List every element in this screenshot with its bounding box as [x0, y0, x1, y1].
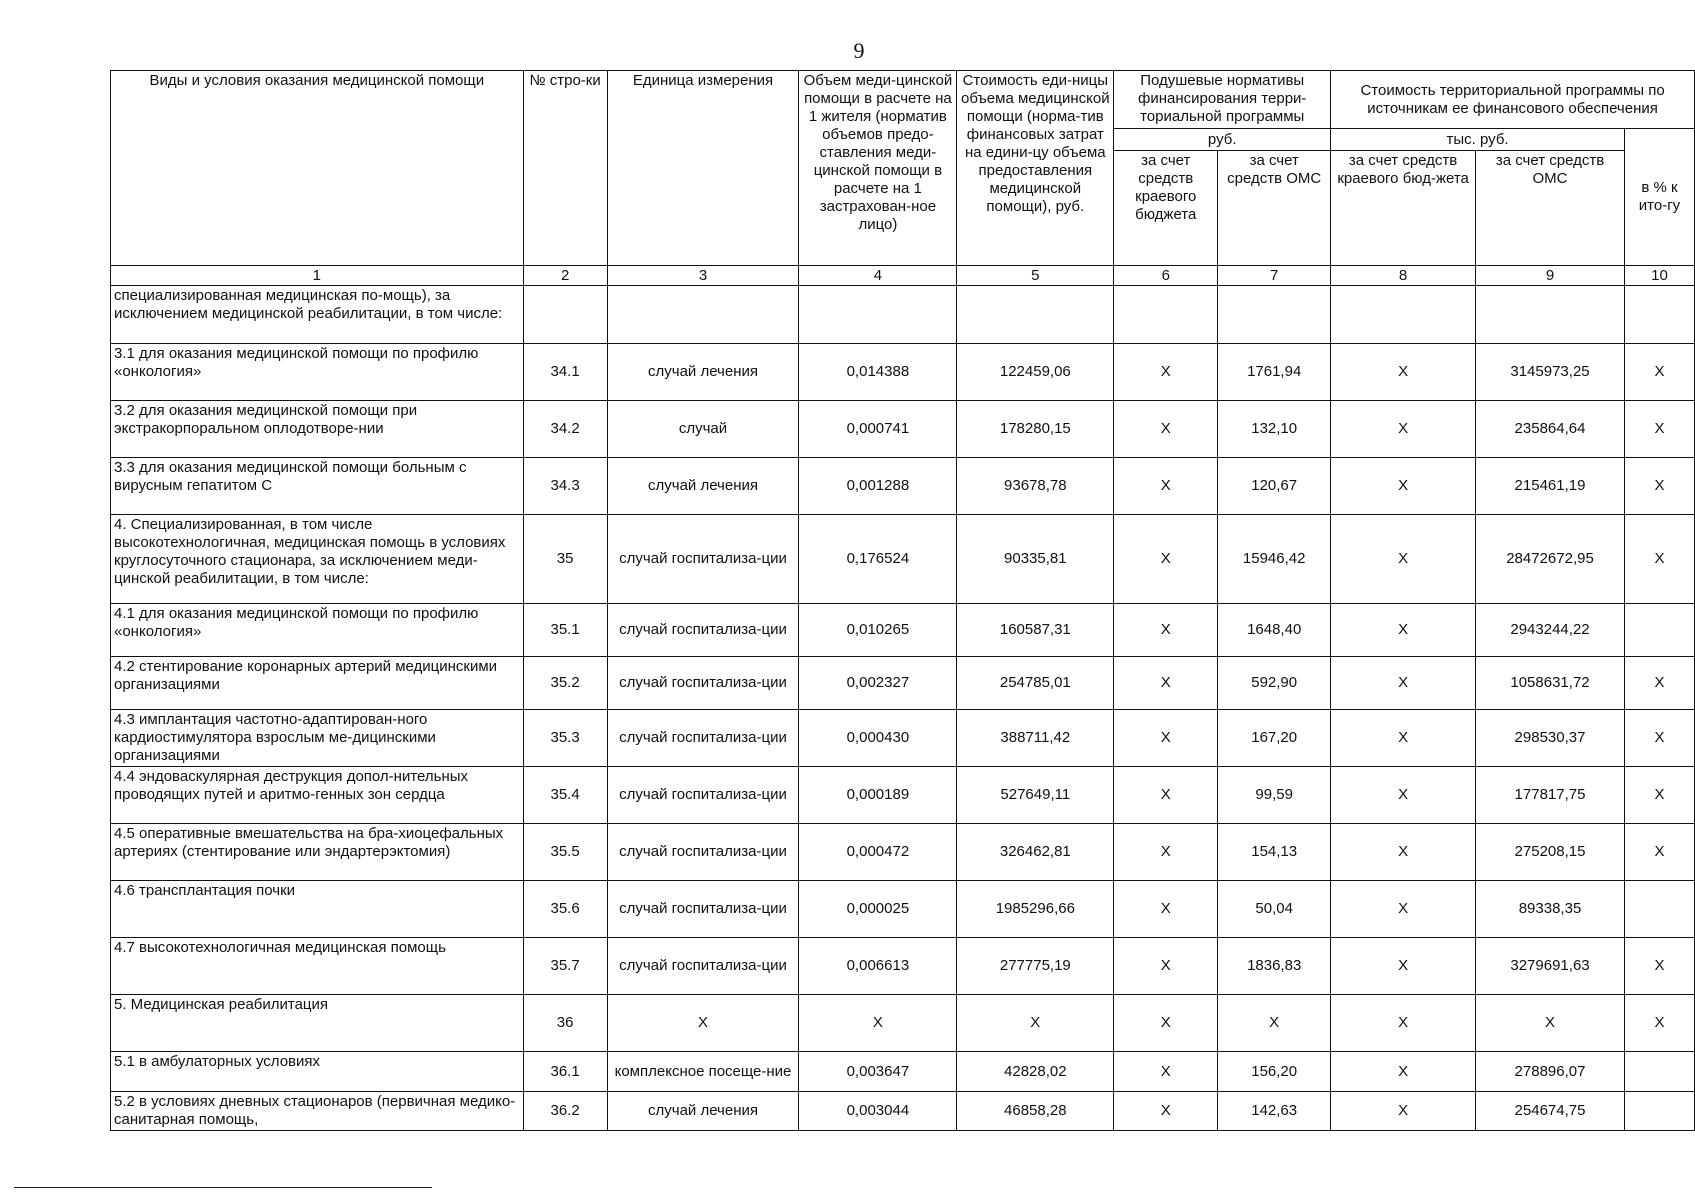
- table-row: [111, 938, 1695, 995]
- norm-budget-cell: X: [1114, 604, 1218, 657]
- program-oms-cell: 278896,07: [1476, 1052, 1625, 1092]
- row-number-cell: 36: [523, 995, 607, 1052]
- norm-oms-cell: 167,20: [1218, 710, 1331, 767]
- page-number: 9: [853, 38, 865, 63]
- header-kinds-of-care: Виды и условия оказания медицинской помощи: [111, 71, 524, 266]
- percent-cell: X: [1624, 767, 1694, 824]
- row-number-cell: 35.1: [523, 604, 607, 657]
- percent-cell: [1624, 881, 1694, 938]
- norm-budget-cell: X: [1114, 767, 1218, 824]
- column-number: 7: [1218, 266, 1331, 286]
- unit-cost-cell: 1985296,66: [957, 881, 1114, 938]
- row-number-cell: 34.2: [523, 401, 607, 458]
- unit-cost-cell: 527649,11: [957, 767, 1114, 824]
- program-budget-cell: X: [1331, 767, 1476, 824]
- header-volume: Объем меди-цинской помощи в расчете на 1 жителя (норматив объемов предо-ставления меди-цинской помощи в расчете на 1 застрахован-ное лицо): [799, 71, 957, 266]
- table-row: [111, 824, 1695, 881]
- norm-budget-cell: X: [1114, 657, 1218, 710]
- volume-cell: X: [799, 995, 957, 1052]
- header-percent-of-total: в % к ито-гу: [1624, 129, 1694, 266]
- care-type-cell: 3.1 для оказания медицинской помощи по профилю «онкология»: [111, 344, 524, 401]
- percent-cell: X: [1624, 995, 1694, 1052]
- volume-cell: 0,003647: [799, 1052, 957, 1092]
- row-number-cell: 36.1: [523, 1052, 607, 1092]
- header-norm-oms: за счет средств ОМС: [1218, 151, 1331, 266]
- percent-cell: [1624, 286, 1694, 344]
- care-type-cell: 4.4 эндоваскулярная деструкция допол-нительных проводящих путей и аритмо-генных зон сердца: [111, 767, 524, 824]
- unit-cost-cell: 388711,42: [957, 710, 1114, 767]
- norm-budget-cell: X: [1114, 1092, 1218, 1131]
- program-oms-cell: 254674,75: [1476, 1092, 1625, 1131]
- norm-budget-cell: [1114, 286, 1218, 344]
- row-number-cell: 35.6: [523, 881, 607, 938]
- norm-budget-cell: X: [1114, 881, 1218, 938]
- norm-oms-cell: [1218, 286, 1331, 344]
- column-number: 6: [1114, 266, 1218, 286]
- norm-oms-cell: X: [1218, 995, 1331, 1052]
- percent-cell: X: [1624, 401, 1694, 458]
- unit-cost-cell: 46858,28: [957, 1092, 1114, 1131]
- table-row: [111, 286, 1695, 344]
- program-budget-cell: X: [1331, 1092, 1476, 1131]
- unit-cost-cell: 93678,78: [957, 458, 1114, 515]
- norm-oms-cell: 592,90: [1218, 657, 1331, 710]
- unit-cell: случай госпитализа-ции: [607, 881, 799, 938]
- unit-cell: случай госпитализа-ции: [607, 604, 799, 657]
- volume-cell: 0,003044: [799, 1092, 957, 1131]
- unit-cell: X: [607, 995, 799, 1052]
- row-number-cell: 35: [523, 515, 607, 604]
- program-budget-cell: X: [1331, 604, 1476, 657]
- row-number-cell: 34.3: [523, 458, 607, 515]
- column-number: 3: [607, 266, 799, 286]
- program-oms-cell: 215461,19: [1476, 458, 1625, 515]
- volume-cell: 0,000189: [799, 767, 957, 824]
- percent-cell: X: [1624, 344, 1694, 401]
- row-number-cell: 35.3: [523, 710, 607, 767]
- norm-budget-cell: X: [1114, 938, 1218, 995]
- care-type-cell: 3.3 для оказания медицинской помощи больным с вирусным гепатитом С: [111, 458, 524, 515]
- unit-cell: случай госпитализа-ции: [607, 657, 799, 710]
- program-oms-cell: 28472672,95: [1476, 515, 1625, 604]
- unit-cost-cell: 254785,01: [957, 657, 1114, 710]
- unit-cell: случай: [607, 401, 799, 458]
- column-number: 1: [111, 266, 524, 286]
- program-budget-cell: X: [1331, 344, 1476, 401]
- program-oms-cell: 235864,64: [1476, 401, 1625, 458]
- table-row: [111, 344, 1695, 401]
- program-oms-cell: X: [1476, 995, 1625, 1052]
- row-number-cell: 35.7: [523, 938, 607, 995]
- norm-budget-cell: X: [1114, 515, 1218, 604]
- header-norm-regional-budget: за счет средств краевого бюджета: [1114, 151, 1218, 266]
- percent-cell: X: [1624, 515, 1694, 604]
- program-oms-cell: 89338,35: [1476, 881, 1625, 938]
- care-type-cell: 4.6 трансплантация почки: [111, 881, 524, 938]
- program-budget-cell: X: [1331, 995, 1476, 1052]
- unit-cell: случай госпитализа-ции: [607, 938, 799, 995]
- care-type-cell: специализированная медицинская по-мощь), за исключением медицинской реабилитации, в том числе:: [111, 286, 524, 344]
- care-type-cell: 5.2 в условиях дневных стационаров (первичная медико-санитарная помощь,: [111, 1092, 524, 1131]
- percent-cell: X: [1624, 710, 1694, 767]
- unit-cell: случай госпитализа-ции: [607, 710, 799, 767]
- norm-oms-cell: 50,04: [1218, 881, 1331, 938]
- volume-cell: 0,010265: [799, 604, 957, 657]
- norm-budget-cell: X: [1114, 1052, 1218, 1092]
- program-budget-cell: X: [1331, 824, 1476, 881]
- unit-cost-cell: X: [957, 995, 1114, 1052]
- header-cost-oms: за счет средств ОМС: [1476, 151, 1625, 266]
- care-type-cell: 5. Медицинская реабилитация: [111, 995, 524, 1052]
- unit-cell: случай госпитализа-ции: [607, 767, 799, 824]
- norm-oms-cell: 1648,40: [1218, 604, 1331, 657]
- column-number: 8: [1331, 266, 1476, 286]
- table-row: [111, 657, 1695, 710]
- program-oms-cell: [1476, 286, 1625, 344]
- percent-cell: X: [1624, 938, 1694, 995]
- volume-cell: 0,014388: [799, 344, 957, 401]
- program-budget-cell: X: [1331, 1052, 1476, 1092]
- percent-cell: [1624, 1092, 1694, 1131]
- program-budget-cell: X: [1331, 515, 1476, 604]
- care-type-cell: 3.2 для оказания медицинской помощи при экстракорпоральном оплодотворе-нии: [111, 401, 524, 458]
- table-row: [111, 515, 1695, 604]
- table-row: [111, 401, 1695, 458]
- row-number-cell: 35.4: [523, 767, 607, 824]
- financing-table: [110, 70, 1695, 1131]
- care-type-cell: 4.3 имплантация частотно-адаптирован-ного кардиостимулятора взрослым ме-дицинскими организациями: [111, 710, 524, 767]
- norm-oms-cell: 99,59: [1218, 767, 1331, 824]
- care-type-cell: 4.1 для оказания медицинской помощи по профилю «онкология»: [111, 604, 524, 657]
- program-budget-cell: X: [1331, 938, 1476, 995]
- unit-cell: случай лечения: [607, 1092, 799, 1131]
- volume-cell: 0,006613: [799, 938, 957, 995]
- norm-oms-cell: 132,10: [1218, 401, 1331, 458]
- volume-cell: 0,001288: [799, 458, 957, 515]
- column-number: 2: [523, 266, 607, 286]
- row-number-cell: [523, 286, 607, 344]
- program-budget-cell: X: [1331, 401, 1476, 458]
- percent-cell: X: [1624, 458, 1694, 515]
- table-row: [111, 1052, 1695, 1092]
- row-number-cell: 35.2: [523, 657, 607, 710]
- unit-cell: случай лечения: [607, 344, 799, 401]
- table-row: [111, 881, 1695, 938]
- unit-cell: комплексное посеще-ние: [607, 1052, 799, 1092]
- unit-cell: случай госпитализа-ции: [607, 824, 799, 881]
- program-oms-cell: 3279691,63: [1476, 938, 1625, 995]
- unit-cost-cell: 122459,06: [957, 344, 1114, 401]
- care-type-cell: 5.1 в амбулаторных условиях: [111, 1052, 524, 1092]
- percent-cell: [1624, 1052, 1694, 1092]
- header-per-capita-norms: Подушевые нормативы финансирования терри-ториальной программы: [1114, 71, 1331, 129]
- percent-cell: [1624, 604, 1694, 657]
- header-thousand-rub: тыс. руб.: [1331, 129, 1625, 151]
- unit-cost-cell: 42828,02: [957, 1052, 1114, 1092]
- care-type-cell: 4. Специализированная, в том числе высокотехнологичная, медицинская помощь в условиях круглосуточного стационара, за исключением меди-цинской реабилитации, в том числе:: [111, 515, 524, 604]
- norm-oms-cell: 142,63: [1218, 1092, 1331, 1131]
- volume-cell: 0,000472: [799, 824, 957, 881]
- header-cost-regional-budget: за счет средств краевого бюд-жета: [1331, 151, 1476, 266]
- unit-cost-cell: 178280,15: [957, 401, 1114, 458]
- unit-cell: случай лечения: [607, 458, 799, 515]
- program-oms-cell: 177817,75: [1476, 767, 1625, 824]
- column-number: 10: [1624, 266, 1694, 286]
- norm-oms-cell: 154,13: [1218, 824, 1331, 881]
- program-budget-cell: X: [1331, 657, 1476, 710]
- table-row: [111, 458, 1695, 515]
- header-unit: Единица измерения: [607, 71, 799, 266]
- column-number: 5: [957, 266, 1114, 286]
- table-row: [111, 710, 1695, 767]
- volume-cell: 0,176524: [799, 515, 957, 604]
- unit-cell: [607, 286, 799, 344]
- care-type-cell: 4.2 стентирование коронарных артерий медицинскими организациями: [111, 657, 524, 710]
- program-oms-cell: 3145973,25: [1476, 344, 1625, 401]
- norm-budget-cell: X: [1114, 995, 1218, 1052]
- program-oms-cell: 1058631,72: [1476, 657, 1625, 710]
- program-budget-cell: [1331, 286, 1476, 344]
- norm-oms-cell: 15946,42: [1218, 515, 1331, 604]
- footer-rule: [14, 1187, 432, 1188]
- program-oms-cell: 275208,15: [1476, 824, 1625, 881]
- unit-cost-cell: 90335,81: [957, 515, 1114, 604]
- header-unit-cost: Стоимость еди-ницы объема медицинской помощи (норма-тив финансовых затрат на едини-цу объема предоставления медицинской помощи), руб.: [957, 71, 1114, 266]
- row-number-cell: 34.1: [523, 344, 607, 401]
- column-number: 9: [1476, 266, 1625, 286]
- norm-oms-cell: 1836,83: [1218, 938, 1331, 995]
- program-budget-cell: X: [1331, 710, 1476, 767]
- program-oms-cell: 2943244,22: [1476, 604, 1625, 657]
- percent-cell: X: [1624, 657, 1694, 710]
- unit-cell: случай госпитализа-ции: [607, 515, 799, 604]
- table-row: [111, 1092, 1695, 1131]
- header-program-cost: Стоимость территориальной программы по источникам ее финансового обеспечения: [1331, 71, 1695, 129]
- table-row: [111, 995, 1695, 1052]
- program-budget-cell: X: [1331, 458, 1476, 515]
- percent-cell: X: [1624, 824, 1694, 881]
- program-budget-cell: X: [1331, 881, 1476, 938]
- norm-budget-cell: X: [1114, 344, 1218, 401]
- row-number-cell: 35.5: [523, 824, 607, 881]
- header-rub: руб.: [1114, 129, 1331, 151]
- column-number: 4: [799, 266, 957, 286]
- header-row-number: № стро-ки: [523, 71, 607, 266]
- row-number-cell: 36.2: [523, 1092, 607, 1131]
- volume-cell: 0,000741: [799, 401, 957, 458]
- norm-budget-cell: X: [1114, 458, 1218, 515]
- norm-oms-cell: 156,20: [1218, 1052, 1331, 1092]
- norm-budget-cell: X: [1114, 824, 1218, 881]
- norm-oms-cell: 1761,94: [1218, 344, 1331, 401]
- unit-cost-cell: 277775,19: [957, 938, 1114, 995]
- unit-cost-cell: 326462,81: [957, 824, 1114, 881]
- care-type-cell: 4.7 высокотехнологичная медицинская помощь: [111, 938, 524, 995]
- norm-budget-cell: X: [1114, 401, 1218, 458]
- column-number-row: [111, 266, 1695, 286]
- norm-oms-cell: 120,67: [1218, 458, 1331, 515]
- volume-cell: 0,000430: [799, 710, 957, 767]
- unit-cost-cell: 160587,31: [957, 604, 1114, 657]
- volume-cell: 0,002327: [799, 657, 957, 710]
- norm-budget-cell: X: [1114, 710, 1218, 767]
- volume-cell: [799, 286, 957, 344]
- table-row: [111, 604, 1695, 657]
- program-oms-cell: 298530,37: [1476, 710, 1625, 767]
- care-type-cell: 4.5 оперативные вмешательства на бра-хиоцефальных артериях (стентирование или эндартерэктомия): [111, 824, 524, 881]
- table-row: [111, 767, 1695, 824]
- unit-cost-cell: [957, 286, 1114, 344]
- volume-cell: 0,000025: [799, 881, 957, 938]
